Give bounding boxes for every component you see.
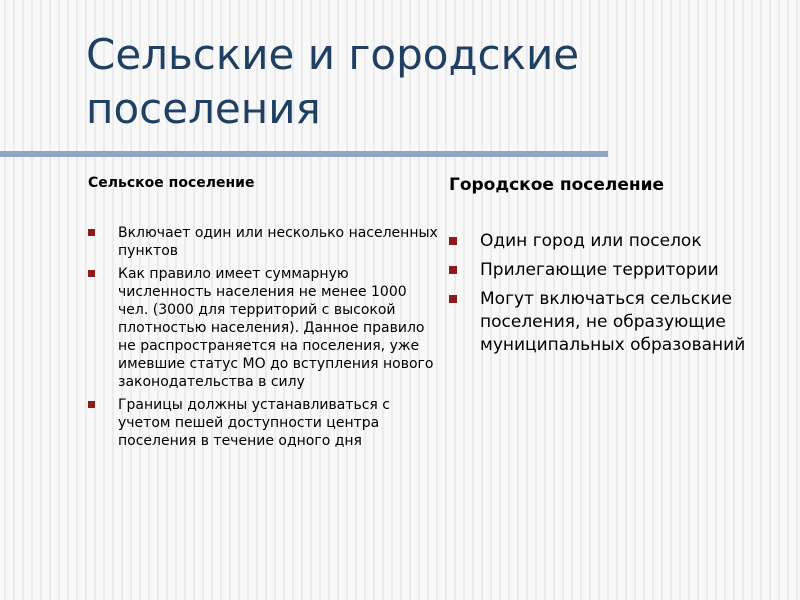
list-item-text: Включает один или несколько населенных пунктов: [118, 225, 438, 259]
list-item: [88, 224, 438, 260]
list-item: [449, 259, 779, 282]
square-bullet-icon: [449, 237, 457, 245]
left-column: [88, 174, 438, 455]
square-bullet-icon: [449, 266, 457, 274]
list-item-text: Как правило имеет суммарную численность населения не менее 1000 чел. (3000 для территорий с высокой плотностью населения). Данное правило не распространяется на поселения, уже имевшие статус МО до вступления нового законодательства в силу: [118, 266, 434, 390]
square-bullet-icon: [88, 229, 95, 236]
list-item-text: Прилегающие территории: [480, 260, 719, 280]
list-item-text: Границы должны устанавливаться с учетом пешей доступности центра поселения в течение одного дня: [118, 397, 391, 449]
title-underline: [0, 151, 608, 157]
rural-settlement-heading: Сельское поселение: [88, 175, 255, 191]
square-bullet-icon: [88, 270, 95, 277]
list-item: [449, 288, 779, 357]
urban-settlement-list: [449, 230, 779, 357]
list-item: [88, 265, 438, 391]
right-column: [449, 174, 779, 363]
list-item-text: Могут включаться сельские поселения, не образующие муниципальных образований: [480, 289, 746, 355]
urban-settlement-heading: Городское поселение: [449, 175, 665, 195]
list-item: [88, 396, 438, 450]
list-item: [449, 230, 779, 253]
list-item-text: Один город или поселок: [480, 231, 702, 251]
square-bullet-icon: [88, 401, 95, 408]
square-bullet-icon: [449, 295, 457, 303]
rural-settlement-list: [88, 224, 438, 450]
slide-title: Сельские и городские поселения: [86, 30, 580, 133]
